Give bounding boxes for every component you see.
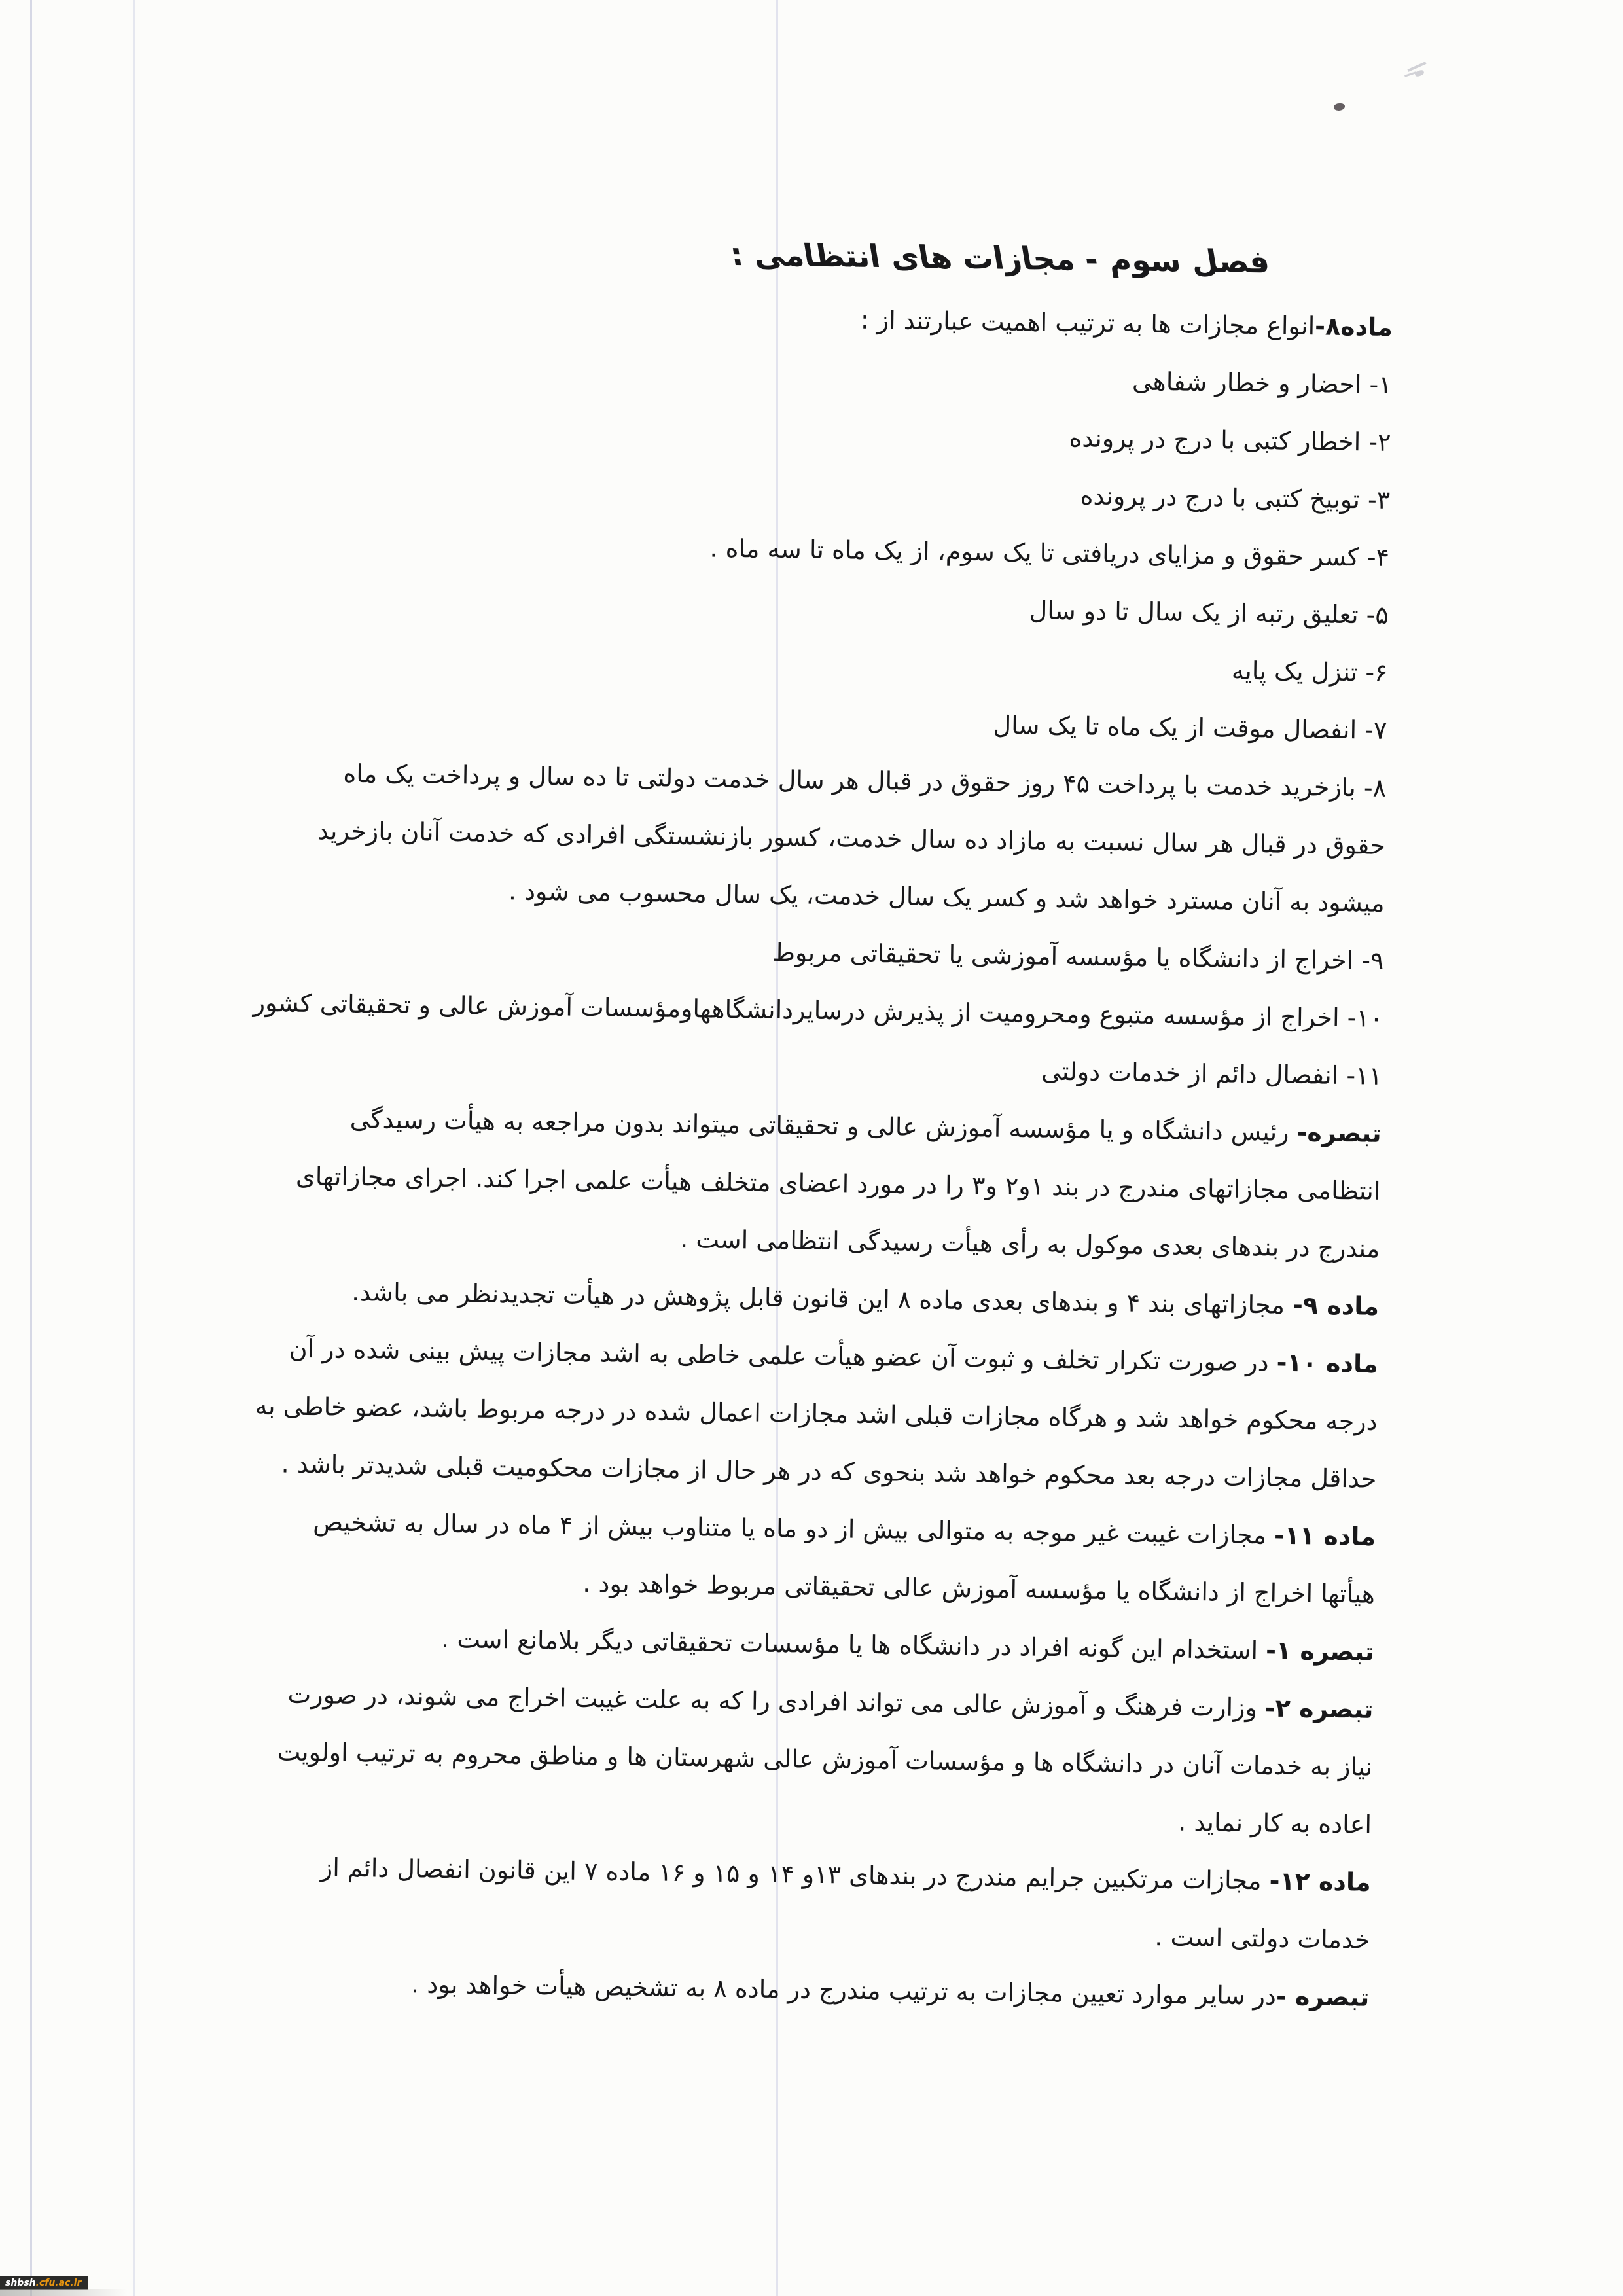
- line-lead: ماده ۹-: [1292, 1290, 1380, 1321]
- line-text: انواع مجازات ها به ترتیب اهمیت عبارتند از :: [860, 305, 1315, 341]
- line-text: ۹- اخراج از دانشگاه یا مؤسسه آموزشی یا تحقیقاتی مربوط: [772, 937, 1384, 975]
- watermark: [0, 2276, 88, 2290]
- document-text: [200, 214, 1394, 2026]
- line-text: مجازات مرتکبین جرایم مندرج در بندهای ۱۳و ۱۴ و ۱۵ و ۱۶ ماده ۷ این قانون انفصال دائم از: [320, 1853, 1270, 1895]
- document-body: [200, 282, 1393, 2026]
- line-lead: ماده۸-: [1314, 312, 1393, 342]
- line-text: مجازات غیبت غیر موجه به متوالی بیش از دو ماه یا متناوب بیش از ۴ ماه در سال به تشخیص: [313, 1507, 1275, 1550]
- line-lead: ماده ۱۱-: [1274, 1520, 1376, 1551]
- pencil-scribble-mark: [1404, 62, 1431, 81]
- line-text: مجازاتهای بند ۴ و بندهای بعدی ماده ۸ این قانون قابل پژوهش در هیأت تجدیدنظر می باشد.: [351, 1277, 1293, 1319]
- line-text: ۲- اخطار کتبی با درج در پرونده: [1069, 423, 1391, 457]
- line-text: خدمات دولتی است .: [1154, 1922, 1370, 1954]
- line-text: حقوق در قبال هر سال نسبت به مازاد ده سال خدمت، کسور بازنشستگی افرادی که خدمت آنان بازخرید: [317, 816, 1386, 860]
- line-lead: ماده ۱۰-: [1276, 1348, 1379, 1378]
- line-text: انتظامی مجازاتهای مندرج در بند ۱و۲ و۳ را در مورد اعضای متخلف هیأت علمی اجرا کند. اجرای مجازاتهای: [295, 1161, 1381, 1206]
- line-text: در سایر موارد تعیین مجازات به ترتیب مندرج در ماده ۸ به تشخیص هیأت خواهد بود .: [410, 1969, 1277, 2011]
- line-text: نیاز به خدمات آنان در دانشگاه ها و مؤسسات آموزش عالی شهرستان ها و مناطق محروم به ترتیب اولویت: [277, 1737, 1373, 1782]
- line-text: ۸- بازخرید خدمت با پرداخت ۴۵ روز حقوق در قبال هر سال خدمت دولتی تا ده سال و پرداخت یک ماه: [343, 759, 1387, 802]
- scan-crease-line: [133, 0, 135, 2296]
- line-text: ۶- تنزل یک پایه: [1231, 656, 1388, 687]
- line-text: ۱۱- انفصال دائم از خدمات دولتی: [1041, 1056, 1383, 1090]
- line-text: اعاده به کار نماید .: [1178, 1807, 1372, 1839]
- scan-edge-smudge: [0, 2289, 128, 2296]
- line-text: ۷- انفصال موقت از یک ماه تا یک سال: [993, 710, 1387, 745]
- line-text: درجه محکوم خواهد شد و هرگاه مجازات قبلی اشد مجازات اعمال شده در درجه مربوط باشد، عضو خاطی به: [255, 1391, 1378, 1436]
- line-text: مندرج در بندهای بعدی موکول به رأی هیأت رسیدگی انتظامی است .: [680, 1224, 1380, 1263]
- line-text: در صورت تکرار تخلف و ثبوت آن عضو هیأت علمی خاطی به اشد مجازات پیش بینی شده در آن: [289, 1334, 1277, 1377]
- ink-speck: [1334, 103, 1345, 111]
- line-text: وزارت فرهنگ و آموزش عالی می تواند افرادی را که به علت غیبت اخراج می شوند، در صورت: [287, 1679, 1266, 1723]
- line-text: ۵- تعلیق رتبه از یک سال تا دو سال: [1029, 596, 1389, 630]
- line-lead: تبصره -: [1275, 1981, 1370, 2012]
- watermark-site-prefix: shbsh: [5, 2278, 36, 2288]
- line-text: ۱۰- اخراج از مؤسسه متبوع ومحرومیت از پذیرش درسایردانشگاههاومؤسسات آموزش عالی و تحقیقاتی کشور: [253, 988, 1383, 1033]
- watermark-site-suffix: .cfu.ac.ir: [35, 2278, 82, 2288]
- line-text: استخدام این گونه افراد در دانشگاه ها یا مؤسسات تحقیقاتی دیگر بلامانع است .: [440, 1624, 1266, 1665]
- line-text: میشود به آنان مسترد خواهد شد و کسر یک سال خدمت، یک سال محسوب می شود .: [508, 876, 1385, 918]
- line-text: رئیس دانشگاه و یا مؤسسه آموزش عالی و تحقیقاتی میتواند بدون مراجعه به هیأت رسیدگی: [349, 1104, 1297, 1147]
- line-text: هیأتها اخراج از دانشگاه یا مؤسسه آموزش عالی تحقیقاتی مربوط خواهد بود .: [582, 1568, 1376, 1609]
- line-text: ۴- کسر حقوق و مزایای دریافتی تا یک سوم، از یک ماه تا سه ماه .: [709, 533, 1390, 572]
- line-text: ۳- توبیخ کتبی با درج در پرونده: [1080, 481, 1391, 514]
- line-lead: تبصره ۱-: [1265, 1636, 1374, 1666]
- line-text: ۱- احضار و خطار شفاهی: [1132, 367, 1393, 399]
- line-text: حداقل مجازات درجه بعد محکوم خواهد شد بنحوی که در هر حال از مجازات محکومیت قبلی شدیدتر باشد .: [281, 1449, 1377, 1494]
- line-lead: ماده ۱۲-: [1269, 1866, 1372, 1897]
- scan-crease-line: [30, 0, 32, 2296]
- line-lead: تبصره-: [1296, 1118, 1382, 1148]
- line-lead: تبصره ۲-: [1264, 1693, 1374, 1724]
- chapter-title-text: فصل سوم - مجازات های انتظامی :: [727, 236, 1272, 281]
